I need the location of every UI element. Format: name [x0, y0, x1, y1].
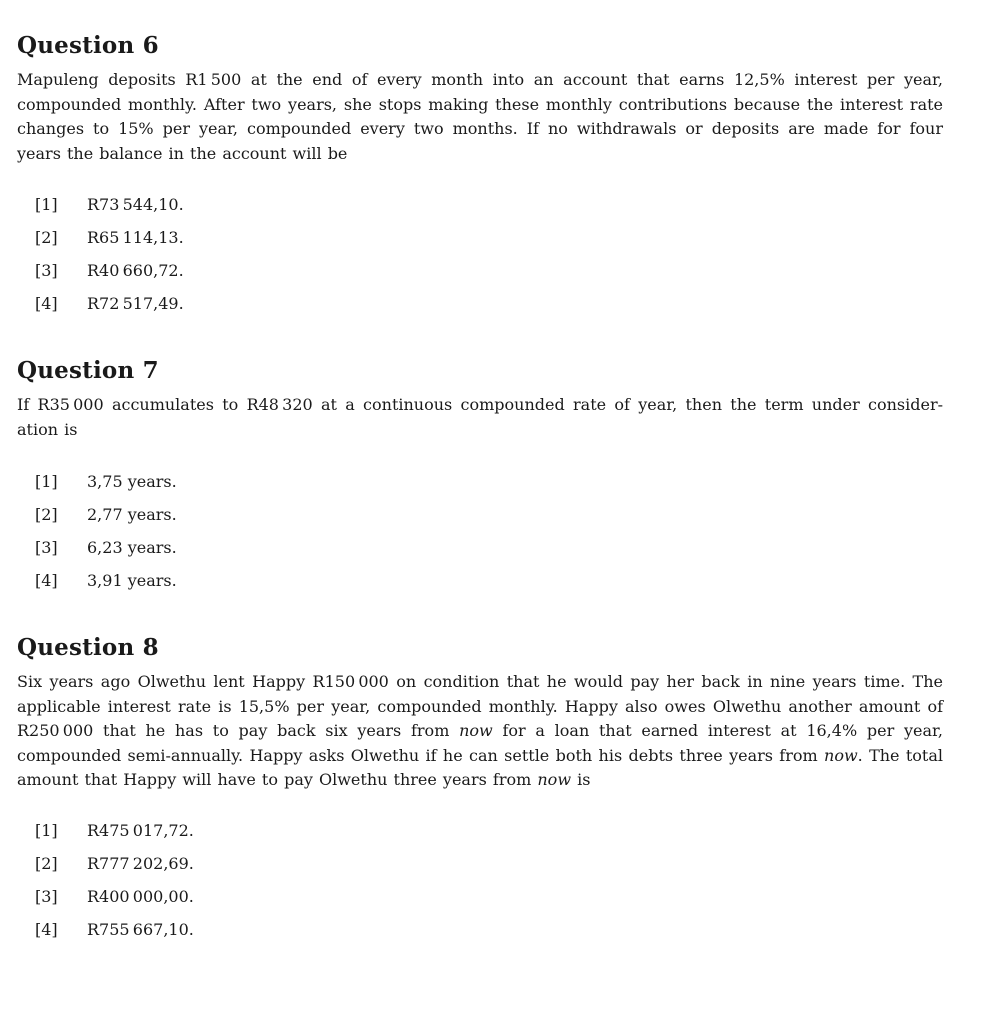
question-6 [17, 32, 943, 166]
option-number: [1] [35, 195, 58, 214]
answer-option[interactable] [17, 564, 417, 597]
option-number: [2] [35, 228, 58, 247]
option-value: 6,23 years. [87, 538, 177, 557]
option-value: R40 660,72. [87, 261, 184, 280]
question-text-part: for a loan that earned interest at 16,4% per year, compounded semi-annually. Happy asks Olwethu if he can settle both his debts three years from [17, 721, 943, 765]
option-number: [2] [35, 854, 58, 873]
answer-option[interactable] [17, 913, 417, 946]
option-number: [1] [35, 472, 58, 491]
question-title: Question 8 [17, 634, 159, 661]
answer-option[interactable] [17, 254, 417, 287]
answer-option[interactable] [17, 287, 417, 320]
option-number: [1] [35, 821, 58, 840]
question-text [17, 68, 943, 166]
option-value: R400 000,00. [87, 887, 194, 906]
option-number: [2] [35, 505, 58, 524]
answer-option[interactable] [17, 465, 417, 498]
option-value: R72 517,49. [87, 294, 184, 313]
answer-option[interactable] [17, 188, 417, 221]
option-value: R755 667,10. [87, 920, 194, 939]
option-number: [4] [35, 294, 58, 313]
answer-options-q7 [17, 465, 417, 597]
question-text-emphasis: now [824, 745, 858, 765]
question-text-part: Mapuleng deposits R1 500 at the end of every month into an account that earns 12,5% interest per year, compounded monthly. After two years, she stops making these monthly contributions because the interest rate changes to 15% per year, compounded every two months. If no withdrawals or deposits are made for four years the balance in the account will be [17, 70, 943, 163]
answer-option[interactable] [17, 880, 417, 913]
option-value: 3,75 years. [87, 472, 177, 491]
option-value: R73 544,10. [87, 195, 184, 214]
option-number: [3] [35, 887, 58, 906]
question-text-part: is [571, 770, 591, 789]
question-text-emphasis: now [537, 770, 572, 789]
option-value: R777 202,69. [87, 854, 194, 873]
question-8 [17, 634, 943, 793]
question-text-part: Six years ago Olwethu lent Happy R150 000 on condition that he would pay her back in nine years time. The applicable interest rate is 15,5% per year, compounded monthly. Happy also owes Olwethu another amount of R250 000 that he has to pay back six years from [17, 672, 943, 740]
question-title: Question 7 [17, 357, 159, 384]
option-value: R65 114,13. [87, 228, 184, 247]
option-number: [4] [35, 920, 58, 939]
option-value: 3,91 years. [87, 571, 177, 590]
question-text-part: . The total amount that Happy will have to pay Olwethu three years from [17, 745, 943, 789]
question-text-emphasis: now [459, 721, 493, 740]
answer-option[interactable] [17, 847, 417, 880]
answer-options-q6 [17, 188, 417, 320]
answer-option[interactable] [17, 814, 417, 847]
option-value: 2,77 years. [87, 505, 177, 524]
answer-option[interactable] [17, 498, 417, 531]
option-number: [3] [35, 261, 58, 280]
answer-option[interactable] [17, 531, 417, 564]
question-text-part: If R35 000 accumulates to R48 320 at a continuous compounded rate of year, then the term under consider-ation is [17, 395, 943, 439]
question-text [17, 393, 943, 442]
question-text [17, 670, 943, 793]
option-number: [4] [35, 571, 58, 590]
option-number: [3] [35, 538, 58, 557]
option-value: R475 017,72. [87, 821, 194, 840]
answer-options-q8 [17, 814, 417, 946]
answer-option[interactable] [17, 221, 417, 254]
question-7 [17, 357, 943, 442]
question-title: Question 6 [17, 32, 159, 59]
